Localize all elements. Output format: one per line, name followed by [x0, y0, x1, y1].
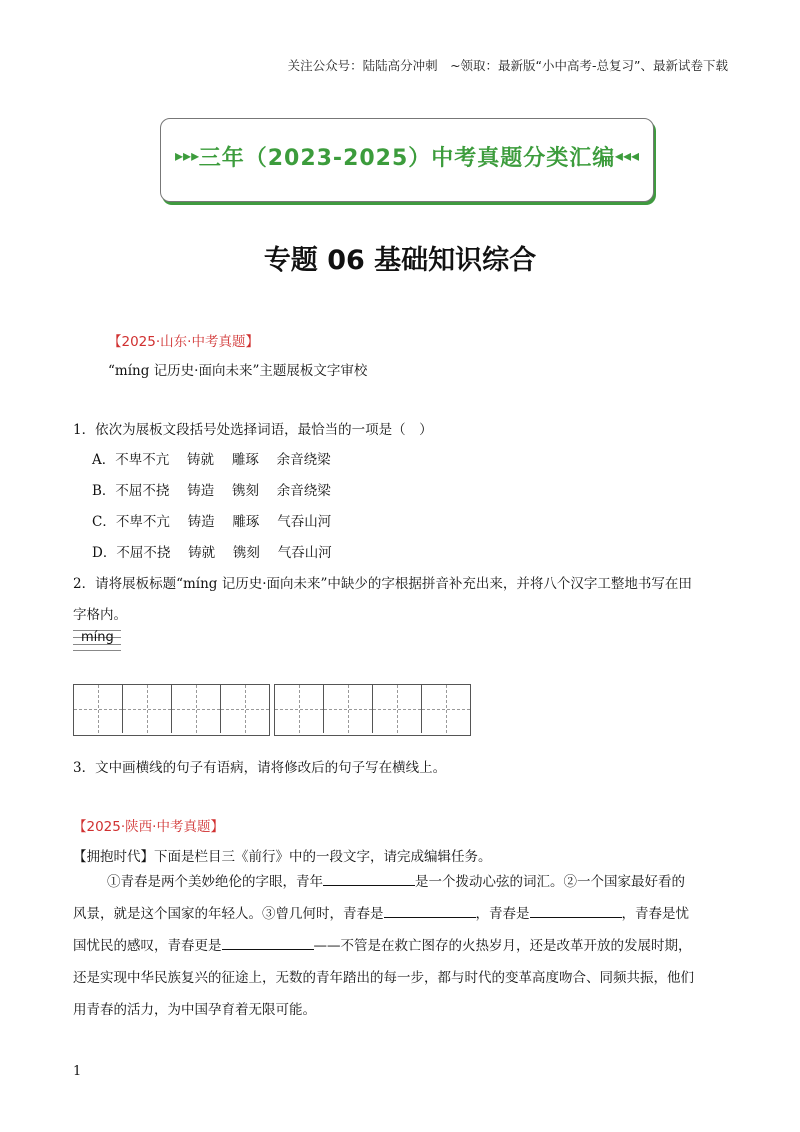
- question-3: 3．文中画横线的句子有语病，请将修改后的句子写在横线上。: [73, 760, 447, 776]
- option-d: D．不屈不挠 铸就 镌刻 气吞山河: [92, 545, 332, 561]
- question-2-cont: 字格内。: [73, 607, 127, 623]
- passage-text: 是一个拨动心弦的词汇。②一个国家最好看的: [415, 874, 685, 890]
- fill-blank-3[interactable]: [530, 905, 622, 918]
- passage-text: ①青春是两个美妙绝伦的字眼，青年: [107, 874, 323, 890]
- passage: [73, 866, 733, 1026]
- question-1: 1．依次为展板文段括号处选择词语，最恰当的一项是（ ）: [73, 422, 433, 438]
- option-a: A．不卑不亢 铸就 雕琢 余音绕梁: [92, 452, 331, 468]
- banner-title: 三年（2023-2025）中考真题分类汇编: [198, 146, 616, 171]
- option-b: B．不屈不挠 铸造 镌刻 余音绕梁: [92, 483, 331, 499]
- page-title: 专题 06 基础知识综合: [263, 245, 537, 276]
- option-c: C．不卑不亢 铸造 雕琢 气吞山河: [92, 514, 332, 530]
- passage-text: ，青春是: [475, 906, 530, 922]
- grid-cell[interactable]: [373, 685, 422, 733]
- question-2: 2．请将展板标题“míng 记历史·面向未来”中缺少的字根据拼音补充出来，并将八个汉字工整地书写在田: [73, 576, 692, 592]
- tianzige-grid-left[interactable]: [73, 684, 270, 736]
- passage-text: ，青春是忧: [621, 906, 689, 922]
- grid-cell[interactable]: [275, 685, 324, 733]
- passage-text: 风景，就是这个国家的年轻人。③曾几何时，青春是: [73, 906, 384, 922]
- grid-cell[interactable]: [74, 685, 123, 733]
- grid-cell[interactable]: [221, 685, 269, 733]
- passage-text: 国忧民的感叹，青春更是: [73, 938, 222, 954]
- editing-task: 【拥抱时代】下面是栏目三《前行》中的一段文字，请完成编辑任务。: [73, 849, 492, 865]
- fill-blank-4[interactable]: [222, 937, 314, 950]
- pinyin-writing-lines: [73, 630, 121, 650]
- passage-text: 还是实现中华民族复兴的征途上，无数的青年踏出的每一步，都与时代的变革高度吻合、同频共振，他们: [73, 970, 694, 986]
- right-arrows-icon: ▸▸▸: [175, 146, 200, 165]
- exhibit-intro: “míng 记历史·面向未来”主题展板文字审校: [108, 363, 368, 379]
- grid-cell[interactable]: [422, 685, 470, 733]
- header-note: 关注公众号：陆陆高分冲刺 ~领取：最新版“小中高考-总复习”、最新试卷下载: [287, 58, 728, 73]
- source-tag-shaanxi: 【2025·陕西·中考真题】: [73, 819, 224, 835]
- pinyin-label: míng: [81, 630, 114, 645]
- tianzige-grid-right[interactable]: [274, 684, 471, 736]
- page-number: 1: [73, 1064, 82, 1079]
- left-arrows-icon: ◂◂◂: [614, 146, 639, 165]
- grid-cell[interactable]: [324, 685, 373, 733]
- title-banner: [160, 118, 654, 202]
- fill-blank-1[interactable]: [323, 873, 415, 886]
- fill-blank-2[interactable]: [384, 905, 476, 918]
- passage-text: ——不管是在救亡图存的火热岁月，还是改革开放的发展时期，: [313, 938, 692, 954]
- grid-cell[interactable]: [172, 685, 221, 733]
- passage-text: 用青春的活力，为中国孕育着无限可能。: [73, 1002, 316, 1018]
- grid-cell[interactable]: [123, 685, 172, 733]
- source-tag-shandong: 【2025·山东·中考真题】: [108, 334, 259, 350]
